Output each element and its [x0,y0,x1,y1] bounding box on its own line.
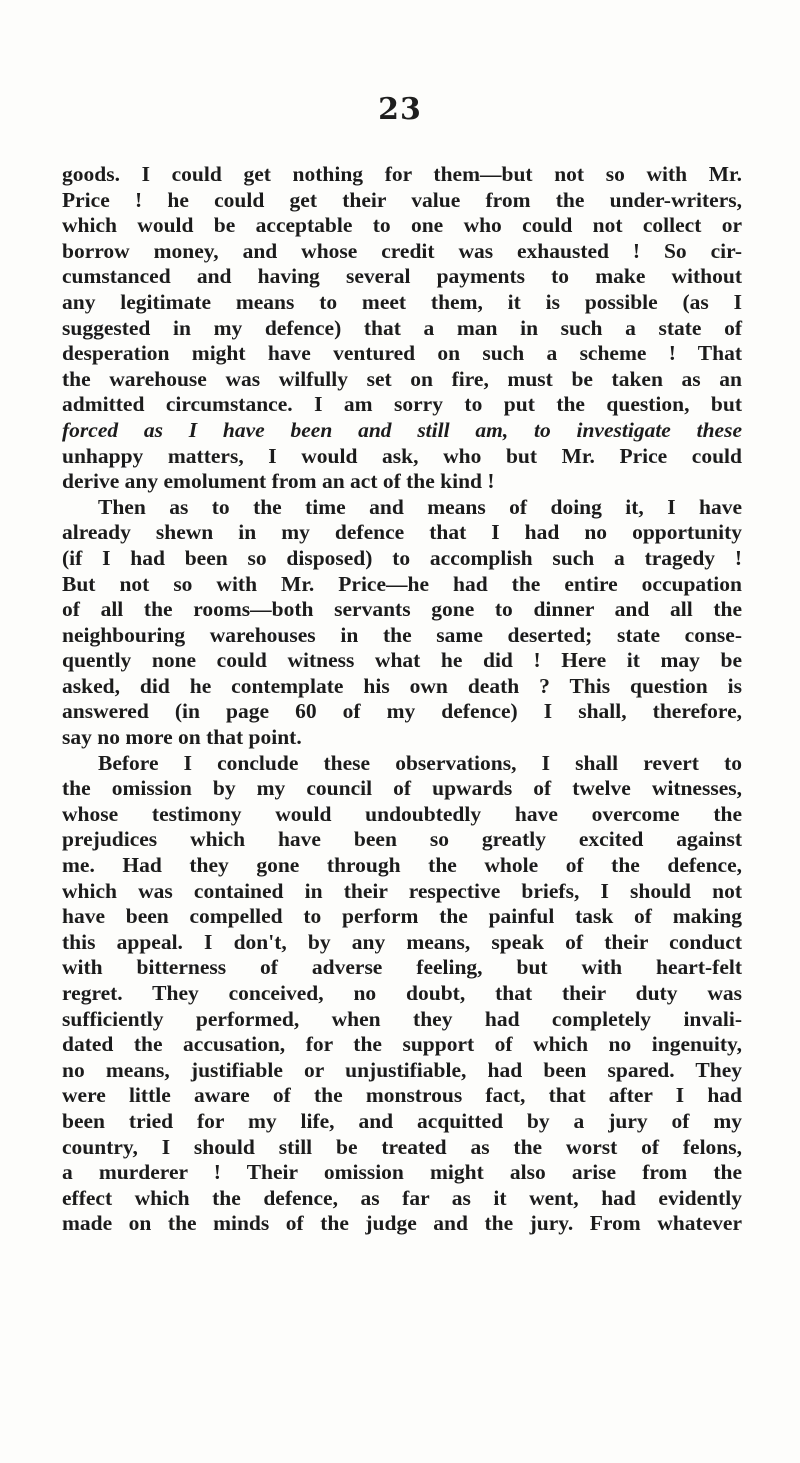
text-line: effect which the defence, as far as it went, had evidently [62,1185,742,1210]
page-number: 23 [378,92,422,127]
text-line: any legitimate means to meet them, it is possible (as I [62,289,742,314]
text-line: were little aware of the monstrous fact, that after I had [62,1083,742,1108]
text-line: no means, justifiable or unjustifiable, had been spared. They [62,1057,742,1082]
text-line: (if I had been so disposed) to accomplish such a tragedy ! [62,545,742,570]
text-line: admitted circumstance. I am sorry to put the question, but [62,392,742,417]
text-line: sufficiently performed, when they had completely invali- [62,1006,742,1031]
text-line: quently none could witness what he did ! Here it may be [62,648,742,673]
text-line: neighbouring warehouses in the same deserted; state conse- [62,622,742,647]
text-line: a murderer ! Their omission might also arise from the [62,1160,742,1185]
text-line: forced as I have been and still am, to investigate these [62,417,742,442]
text-line: goods. I could get nothing for them—but not so with Mr. [62,162,742,186]
text-line: the omission by my council of upwards of twelve witnesses, [62,776,742,801]
text-line: But not so with Mr. Price—he had the entire occupation [62,571,742,596]
text-line: answered (in page 60 of my defence) I shall, therefore, [62,699,742,724]
text-line: Price ! he could get their value from the under-writers, [62,187,742,212]
text-line: prejudices which have been so greatly excited against [62,827,742,852]
text-line: me. Had they gone through the whole of the defence, [62,853,742,878]
text-line: of all the rooms—both servants gone to dinner and all the [62,597,742,622]
text-line: this appeal. I don't, by any means, speak of their conduct [62,929,742,954]
text-line: suggested in my defence) that a man in such a state of [62,315,742,340]
text-line: with bitterness of adverse feeling, but with heart-felt [62,955,742,980]
text-line: whose testimony would undoubtedly have overcome the [62,801,742,826]
text-line: desperation might have ventured on such a scheme ! That [62,341,742,366]
text-line: asked, did he contemplate his own death ? This question is [62,673,742,698]
text-line: the warehouse was wilfully set on fire, must be taken as an [62,366,742,391]
text-line: already shewn in my defence that I had no opportunity [62,520,742,545]
text-line: borrow money, and whose credit was exhausted ! So cir- [62,238,742,263]
text-line: cumstanced and having several payments to make without [62,264,742,289]
text-line: regret. They conceived, no doubt, that their duty was [62,981,742,1005]
text-line: derive any emolument from an act of the kind ! [62,469,495,494]
text-line: have been compelled to perform the painful task of making [62,904,742,929]
text-line: say no more on that point. [62,725,302,750]
text-line: been tried for my life, and acquitted by a jury of my [62,1108,742,1133]
text-line: Then as to the time and means of doing it, I have [98,494,742,519]
text-line: made on the minds of the judge and the jury. From whatever [62,1211,742,1236]
body-text [62,162,742,1237]
text-line: which was contained in their respective briefs, I should not [62,878,742,903]
text-line: dated the accusation, for the support of which no ingenuity, [62,1032,742,1057]
text-line: country, I should still be treated as the worst of felons, [62,1134,742,1159]
text-line: unhappy matters, I would ask, who but Mr. Price could [62,443,742,468]
text-line: Before I conclude these observations, I shall revert to [98,750,742,775]
text-line: which would be acceptable to one who could not collect or [62,213,742,238]
